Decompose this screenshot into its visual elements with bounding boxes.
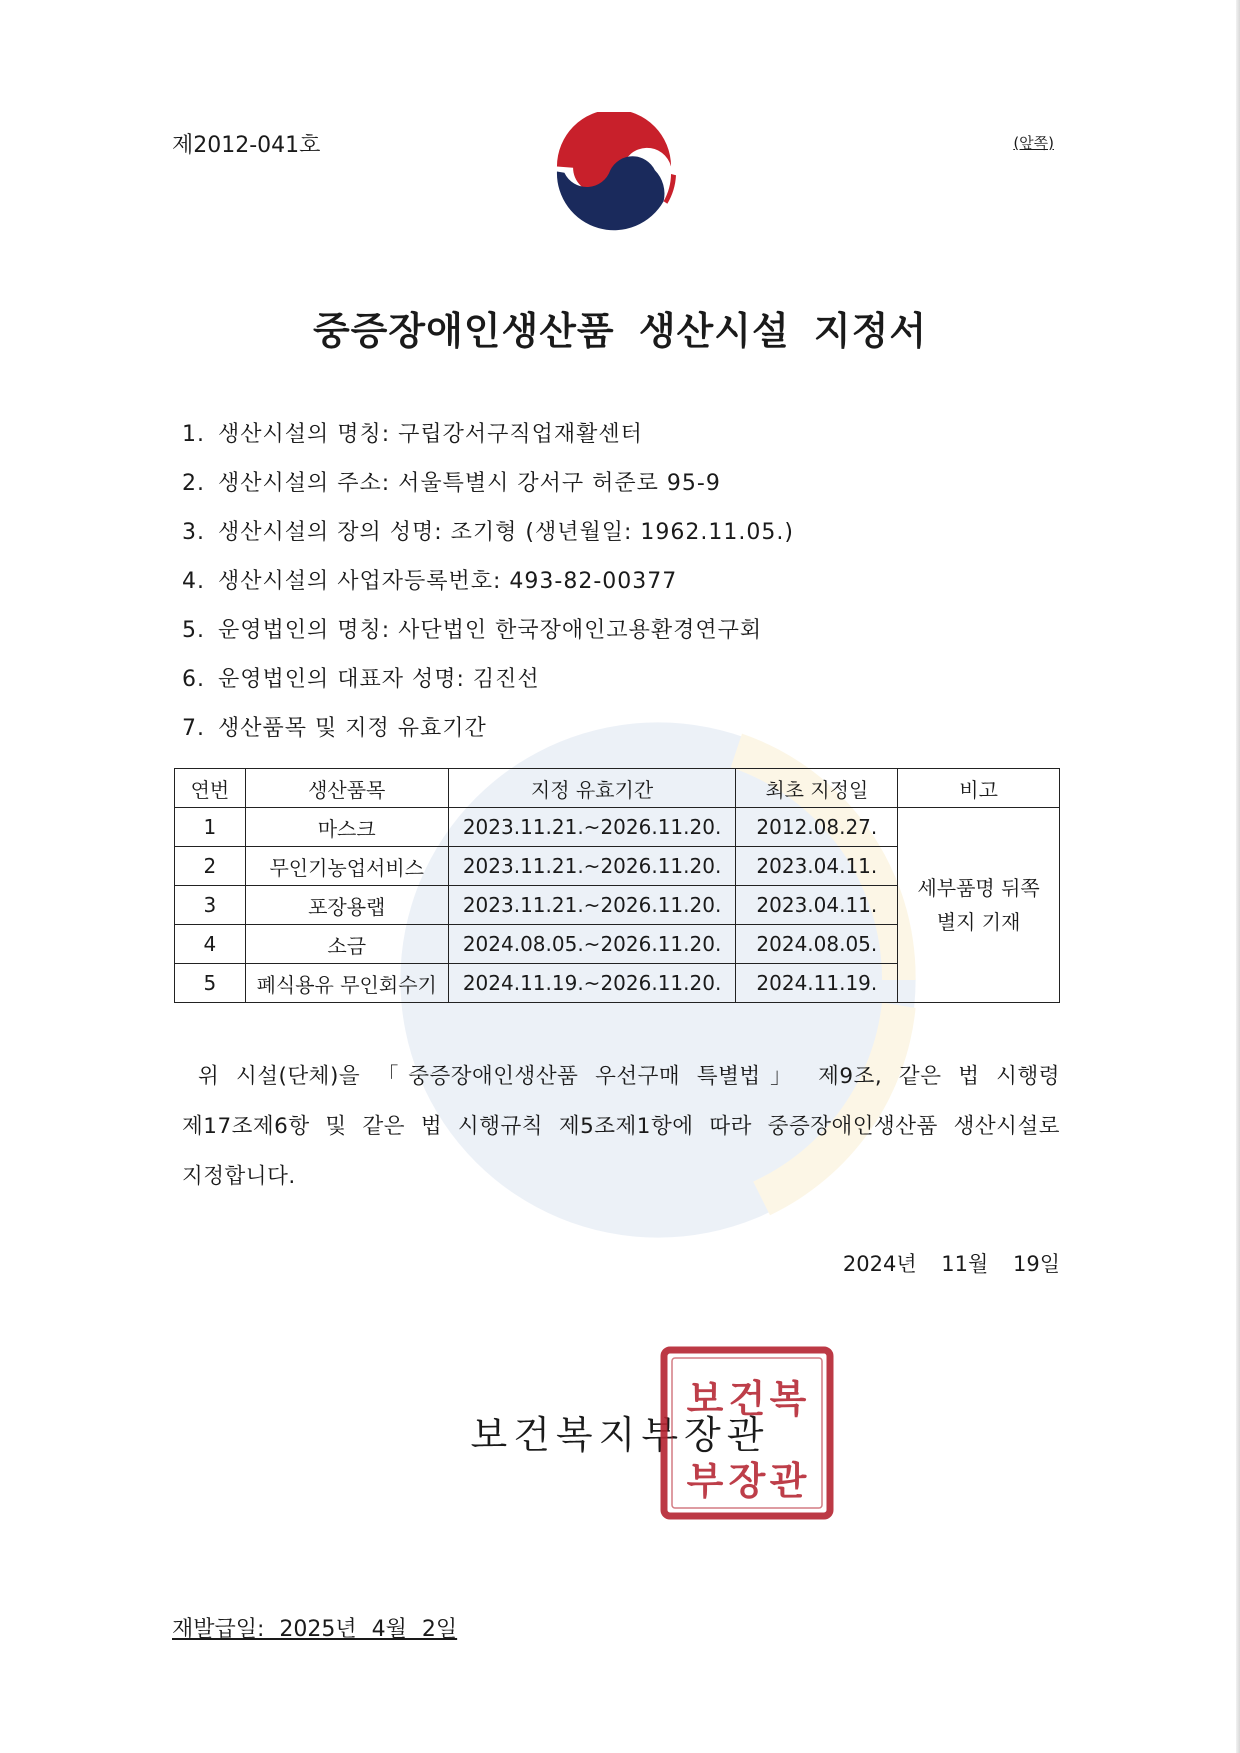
document-number: 제2012-041호 <box>172 133 321 158</box>
header-no: 연번 <box>175 769 246 808</box>
reissue-date: 재발급일: 2025년 4월 2일 <box>172 1617 458 1642</box>
facility-info-list <box>182 420 794 763</box>
svg-text:보: 보 <box>686 1377 724 1421</box>
header-period: 지정 유효기간 <box>448 769 736 808</box>
front-side-mark: (앞쪽) <box>1013 134 1054 152</box>
table-row: 5 폐식용유 무인회수기 2024.11.19.~2026.11.20. 2024.11.19. <box>175 964 1060 1003</box>
svg-text:건: 건 <box>728 1377 766 1421</box>
official-seal-icon <box>660 1346 834 1520</box>
info-item-products: 7. 생산품목 및 지정 유효기간 <box>182 716 487 741</box>
info-item-name: 1. 생산시설의 명칭: 구립강서구직업재활센터 <box>182 422 643 447</box>
minister-title: 보건복지부장관 <box>470 1413 770 1457</box>
header-first-date: 최초 지정일 <box>736 769 898 808</box>
svg-text:부: 부 <box>686 1459 724 1503</box>
table-row: 4 소금 2024.08.05.~2026.11.20. 2024.08.05. <box>175 925 1060 964</box>
svg-text:관: 관 <box>769 1459 807 1503</box>
taegeuk-emblem-icon <box>552 112 676 236</box>
table-row: 2 무인기농업서비스 2023.11.21.~2026.11.20. 2023.04.11. <box>175 847 1060 886</box>
info-item-address: 2. 생산시설의 주소: 서울특별시 강서구 허준로 95-9 <box>182 471 721 496</box>
designation-statement: 위 시설(단체)을 「중증장애인생산품 우선구매 특별법」 제9조, 같은 법 시행령 제17조제6항 및 같은 법 시행규칙 제5조제1항에 따라 중증장애인생산품 생산시설로 지정합니다. <box>182 1064 1060 1189</box>
info-item-head: 3. 생산시설의 장의 성명: 조기형 (생년월일: 1962.11.05.) <box>182 520 794 545</box>
page-edge-shadow <box>1236 0 1240 1753</box>
svg-text:장: 장 <box>728 1459 766 1503</box>
table-row: 3 포장용랩 2023.11.21.~2026.11.20. 2023.04.11. <box>175 886 1060 925</box>
table-note-cell: 세부품명 뒤쪽 별지 기재 <box>898 808 1060 1003</box>
issue-date: 2024년 11월 19일 <box>842 1252 1060 1276</box>
page-title: 중증장애인생산품 생산시설 지정서 <box>312 309 928 353</box>
info-item-corporation: 5. 운영법인의 명칭: 사단법인 한국장애인고용환경연구회 <box>182 618 763 643</box>
svg-text:복: 복 <box>769 1377 807 1421</box>
table-header-row <box>175 769 1060 808</box>
header-item: 생산품목 <box>245 769 448 808</box>
info-item-representative: 6. 운영법인의 대표자 성명: 김진선 <box>182 667 540 692</box>
header-note: 비고 <box>898 769 1060 808</box>
products-table <box>174 768 1060 1003</box>
info-item-business-number: 4. 생산시설의 사업자등록번호: 493-82-00377 <box>182 569 678 594</box>
table-row: 1 마스크 2023.11.21.~2026.11.20. 2012.08.27. 세부품명 뒤쪽 별지 기재 <box>175 808 1060 847</box>
